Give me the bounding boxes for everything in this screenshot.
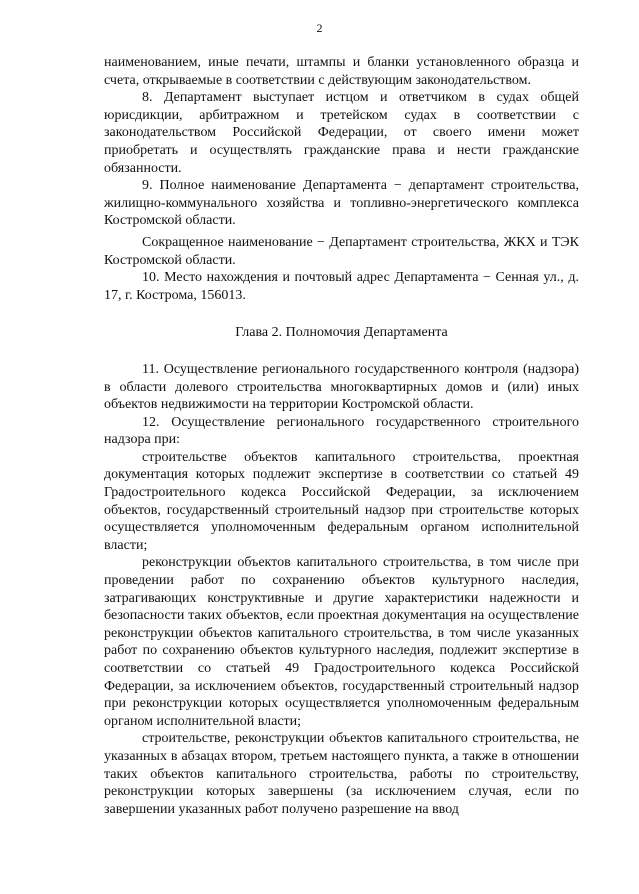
paragraph-construction: строительстве объектов капитального строительства, проектная документация которых подлежит экспертизе в соответствии со статьей 49 Градостроительного кодекса Российской Федерации, за исключением объектов, государственный строительный надзор при строительстве которых осуществляется уполномоченным федеральным органом исполнительной власти;: [104, 449, 579, 553]
paragraph-item-9: 9. Полное наименование Департамента − департамент строительства, жилищно-коммунального хозяйства и топливно-энергетического комплекса Костромской области.: [104, 178, 579, 229]
paragraph-continuation: наименованием, иные печати, штампы и бланки установленного образца и счета, открываемые в соответствии с действующим законодательством.: [104, 55, 579, 88]
paragraph-short-name: Сокращенное наименование − Департамент строительства, ЖКХ и ТЭК Костромской области.: [104, 234, 579, 268]
paragraph-item-12: 12. Осуществление регионального государственного строительного надзора при:: [104, 414, 579, 448]
paragraph-item-11: 11. Осуществление регионального государственного контроля (надзора) в области долевого строительства многоквартирных домов и (или) иных объектов недвижимости на территории Костромской области.: [104, 361, 579, 413]
paragraph-item-10: 10. Место нахождения и почтовый адрес Департамента − Сенная ул., д. 17, г. Кострома, 156013.: [104, 270, 579, 303]
paragraph-reconstruction: реконструкции объектов капитального строительства, в том числе при проведении работ по сохранению объектов культурного наследия, затрагивающих конструктивные и другие характеристики надежности и безопасности таких объектов, если проектная документация на осуществление реконструкции объектов капитального строительства, в том числе указанных работ по сохранению объектов культурного наследия, подлежит экспертизе в соответствии со статьей 49 Градостроительного кодекса Российской Федерации, за исключением объектов, государственный строительный надзор при реконструкции которых осуществляется уполномоченным федеральным органом исполнительной власти;: [104, 555, 579, 729]
chapter-title: Глава 2. Полномочия Департамента: [235, 325, 448, 341]
paragraph-construction-reconstruction: строительстве, реконструкции объектов капитального строительства, не указанных в абзацах втором, третьем настоящего пункта, а также в отношении таких объектов капитального строительства, работы по строительству, реконструкции которых завершены (за исключением случая, если по завершении указанных работ получено разрешение на ввод: [104, 731, 579, 817]
page-number: 2: [316, 21, 323, 35]
paragraph-item-8: 8. Департамент выступает истцом и ответчиком в судах общей юрисдикции, арбитражном и третейском судах в соответствии с законодательством Российской Федерации, от своего имени может приобретать и осуществлять гражданские права и нести гражданские обязанности.: [104, 90, 579, 176]
document-body: [104, 54, 579, 818]
